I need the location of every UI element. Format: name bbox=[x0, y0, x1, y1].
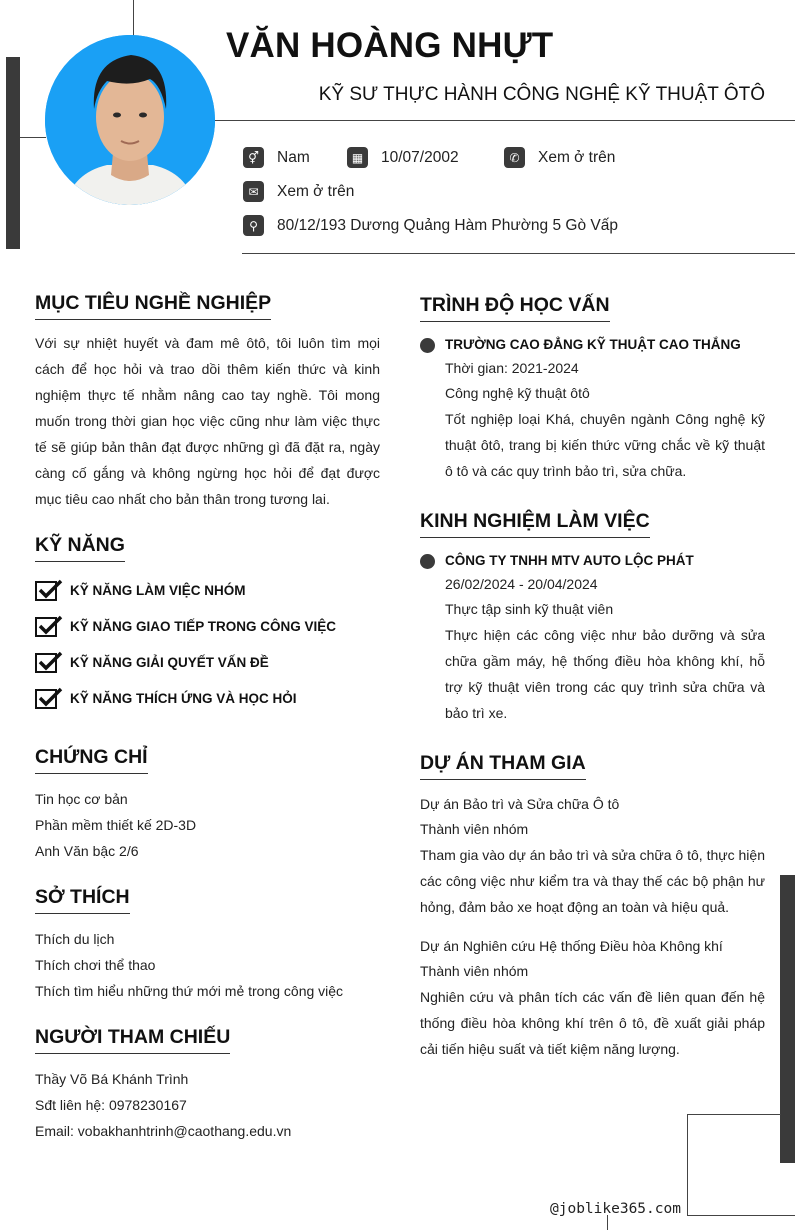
bullet-dot-icon bbox=[420, 554, 435, 569]
avatar-illustration bbox=[45, 35, 215, 205]
education-major: Công nghệ kỹ thuật ôtô bbox=[445, 385, 590, 401]
education-time: Thời gian: 2021-2024 bbox=[445, 360, 579, 376]
education-heading: TRÌNH ĐỘ HỌC VẤN bbox=[420, 294, 610, 322]
references-heading: NGƯỜI THAM CHIẾU bbox=[35, 1026, 230, 1054]
skill-item bbox=[35, 572, 380, 608]
info-divider bbox=[242, 253, 795, 254]
skills-heading: KỸ NĂNG bbox=[35, 534, 125, 562]
decor-line bbox=[687, 1114, 781, 1115]
hobbies-section bbox=[35, 886, 380, 1004]
project-item bbox=[420, 934, 765, 1062]
checkbox-check-icon bbox=[35, 579, 63, 601]
skills-section bbox=[35, 534, 380, 716]
phone-icon: ✆ bbox=[504, 147, 525, 168]
skill-label: KỸ NĂNG LÀM VIỆC NHÓM bbox=[70, 582, 246, 598]
location-icon: ⚲ bbox=[243, 215, 264, 236]
calendar-icon: ▦ bbox=[347, 147, 368, 168]
decor-line bbox=[687, 1215, 795, 1216]
info-gender bbox=[243, 147, 310, 168]
gender-value: Nam bbox=[277, 148, 310, 166]
right-column bbox=[420, 294, 765, 1062]
skill-label: KỸ NĂNG THÍCH ỨNG VÀ HỌC HỎI bbox=[70, 690, 297, 706]
references-section bbox=[35, 1026, 380, 1144]
company-name: CÔNG TY TNHH MTV AUTO LỘC PHÁT bbox=[445, 553, 694, 568]
project-description: Tham gia vào dự án bảo trì và sửa chữa ô tô, thực hiện các công việc như kiểm tra và thay thế các bộ phận hư hỏng, đảm bảo xe hoạt động an toàn và hiệu quả. bbox=[420, 847, 765, 915]
info-birthday bbox=[347, 147, 459, 168]
watermark: @joblike365.com bbox=[550, 1201, 681, 1217]
certificates-section bbox=[35, 746, 380, 864]
skill-item bbox=[35, 608, 380, 644]
hobby-item: Thích tìm hiểu những thứ mới mẻ trong công việc bbox=[35, 983, 344, 999]
hobbies-heading: SỞ THÍCH bbox=[35, 886, 130, 914]
project-name: Dự án Bảo trì và Sửa chữa Ô tô bbox=[420, 796, 620, 812]
checkbox-check-icon bbox=[35, 615, 63, 637]
email-value: Xem ở trên bbox=[277, 182, 355, 200]
reference-email[interactable]: Email: vobakhanhtrinh@caothang.edu.vn bbox=[35, 1123, 292, 1139]
candidate-name: VĂN HOÀNG NHỰT bbox=[226, 26, 554, 65]
decor-line bbox=[133, 0, 134, 36]
certificates-heading: CHỨNG CHỈ bbox=[35, 746, 148, 774]
certificate-item: Anh Văn bậc 2/6 bbox=[35, 843, 139, 859]
experience-heading: KINH NGHIỆM LÀM VIỆC bbox=[420, 510, 650, 538]
education-description: Tốt nghiệp loại Khá, chuyên ngành Công nghệ kỹ thuật ôtô, trang bị kiến thức vững chắc về kỹ thuật ô tô và các quy trình bảo trì, sửa chữa. bbox=[445, 411, 765, 479]
experience-description: Thực hiện các công việc như bảo dưỡng và sửa chữa gầm máy, hệ thống điều hòa không khí, hỗ trợ kỹ thuật viên trong các quy trình sửa chữa và bảo trì xe. bbox=[445, 627, 765, 721]
project-description: Nghiên cứu và phân tích các vấn đề liên quan đến hệ thống điều hòa không khí trên ô tô, đề xuất giải pháp cải tiến hiệu suất và tiết kiệm năng lượng. bbox=[420, 989, 765, 1057]
projects-section bbox=[420, 752, 765, 1062]
birthday-value: 10/07/2002 bbox=[381, 148, 459, 166]
education-section bbox=[420, 294, 765, 484]
experience-entry bbox=[420, 550, 765, 726]
project-item bbox=[420, 792, 765, 920]
skill-item bbox=[35, 680, 380, 716]
hobby-item: Thích chơi thể thao bbox=[35, 957, 156, 973]
decor-line bbox=[20, 137, 46, 138]
objective-heading: MỤC TIÊU NGHỀ NGHIỆP bbox=[35, 292, 271, 320]
header-divider bbox=[215, 120, 795, 121]
education-entry bbox=[420, 334, 765, 484]
certificate-item: Phần mềm thiết kế 2D-3D bbox=[35, 817, 197, 833]
decor-bar-left bbox=[6, 57, 20, 249]
experience-role: Thực tập sinh kỹ thuật viên bbox=[445, 601, 614, 617]
decor-line bbox=[687, 1114, 688, 1215]
decor-line bbox=[607, 1215, 608, 1230]
reference-item: Thầy Võ Bá Khánh Trình bbox=[35, 1071, 189, 1087]
info-address bbox=[243, 215, 618, 236]
address-value: 80/12/193 Dương Quảng Hàm Phường 5 Gò Vấp bbox=[277, 216, 618, 234]
avatar bbox=[45, 35, 215, 205]
gender-icon: ⚥ bbox=[243, 147, 264, 168]
reference-item bbox=[35, 1118, 380, 1144]
hobby-item: Thích du lịch bbox=[35, 931, 115, 947]
school-name: TRƯỜNG CAO ĐẲNG KỸ THUẬT CAO THẮNG bbox=[445, 337, 741, 352]
checkbox-check-icon bbox=[35, 687, 63, 709]
project-role: Thành viên nhóm bbox=[420, 963, 529, 979]
left-column bbox=[35, 292, 380, 1144]
projects-heading: DỰ ÁN THAM GIA bbox=[420, 752, 586, 780]
info-email bbox=[243, 181, 354, 202]
project-name: Dự án Nghiên cứu Hệ thống Điều hòa Không khí bbox=[420, 938, 723, 954]
skill-label: KỸ NĂNG GIAO TIẾP TRONG CÔNG VIỆC bbox=[70, 618, 337, 634]
reference-item: Sđt liên hệ: 0978230167 bbox=[35, 1097, 187, 1113]
experience-section bbox=[420, 510, 765, 726]
experience-time: 26/02/2024 - 20/04/2024 bbox=[445, 576, 598, 592]
phone-value: Xem ở trên bbox=[538, 148, 616, 166]
skill-item bbox=[35, 644, 380, 680]
info-phone bbox=[504, 147, 615, 168]
checkbox-check-icon bbox=[35, 651, 63, 673]
email-icon: ✉ bbox=[243, 181, 264, 202]
decor-bar-right bbox=[780, 875, 795, 1163]
skill-label: KỸ NĂNG GIẢI QUYẾT VẤN ĐỀ bbox=[70, 654, 269, 670]
certificate-item: Tin học cơ bản bbox=[35, 791, 128, 807]
objective-section bbox=[35, 292, 380, 512]
candidate-title: KỸ SƯ THỰC HÀNH CÔNG NGHỆ KỸ THUẬT ÔTÔ bbox=[318, 84, 765, 105]
objective-text: Với sự nhiệt huyết và đam mê ôtô, tôi luôn tìm mọi cách để học hỏi và trao dồi thêm kiến thức và kinh nghiệm thực tế nhằm nâng cao tay nghề. Tôi mong muốn trong thời gian học việc cũng như làm việc thực tế sẽ giúp bản thân đạt được những gì đã đặt ra, ngày càng cố gắng và không ngừng học hỏi để đạt được mục tiêu cao nhất cho bản thân trong tương lai. bbox=[35, 335, 380, 507]
project-role: Thành viên nhóm bbox=[420, 821, 529, 837]
bullet-dot-icon bbox=[420, 338, 435, 353]
